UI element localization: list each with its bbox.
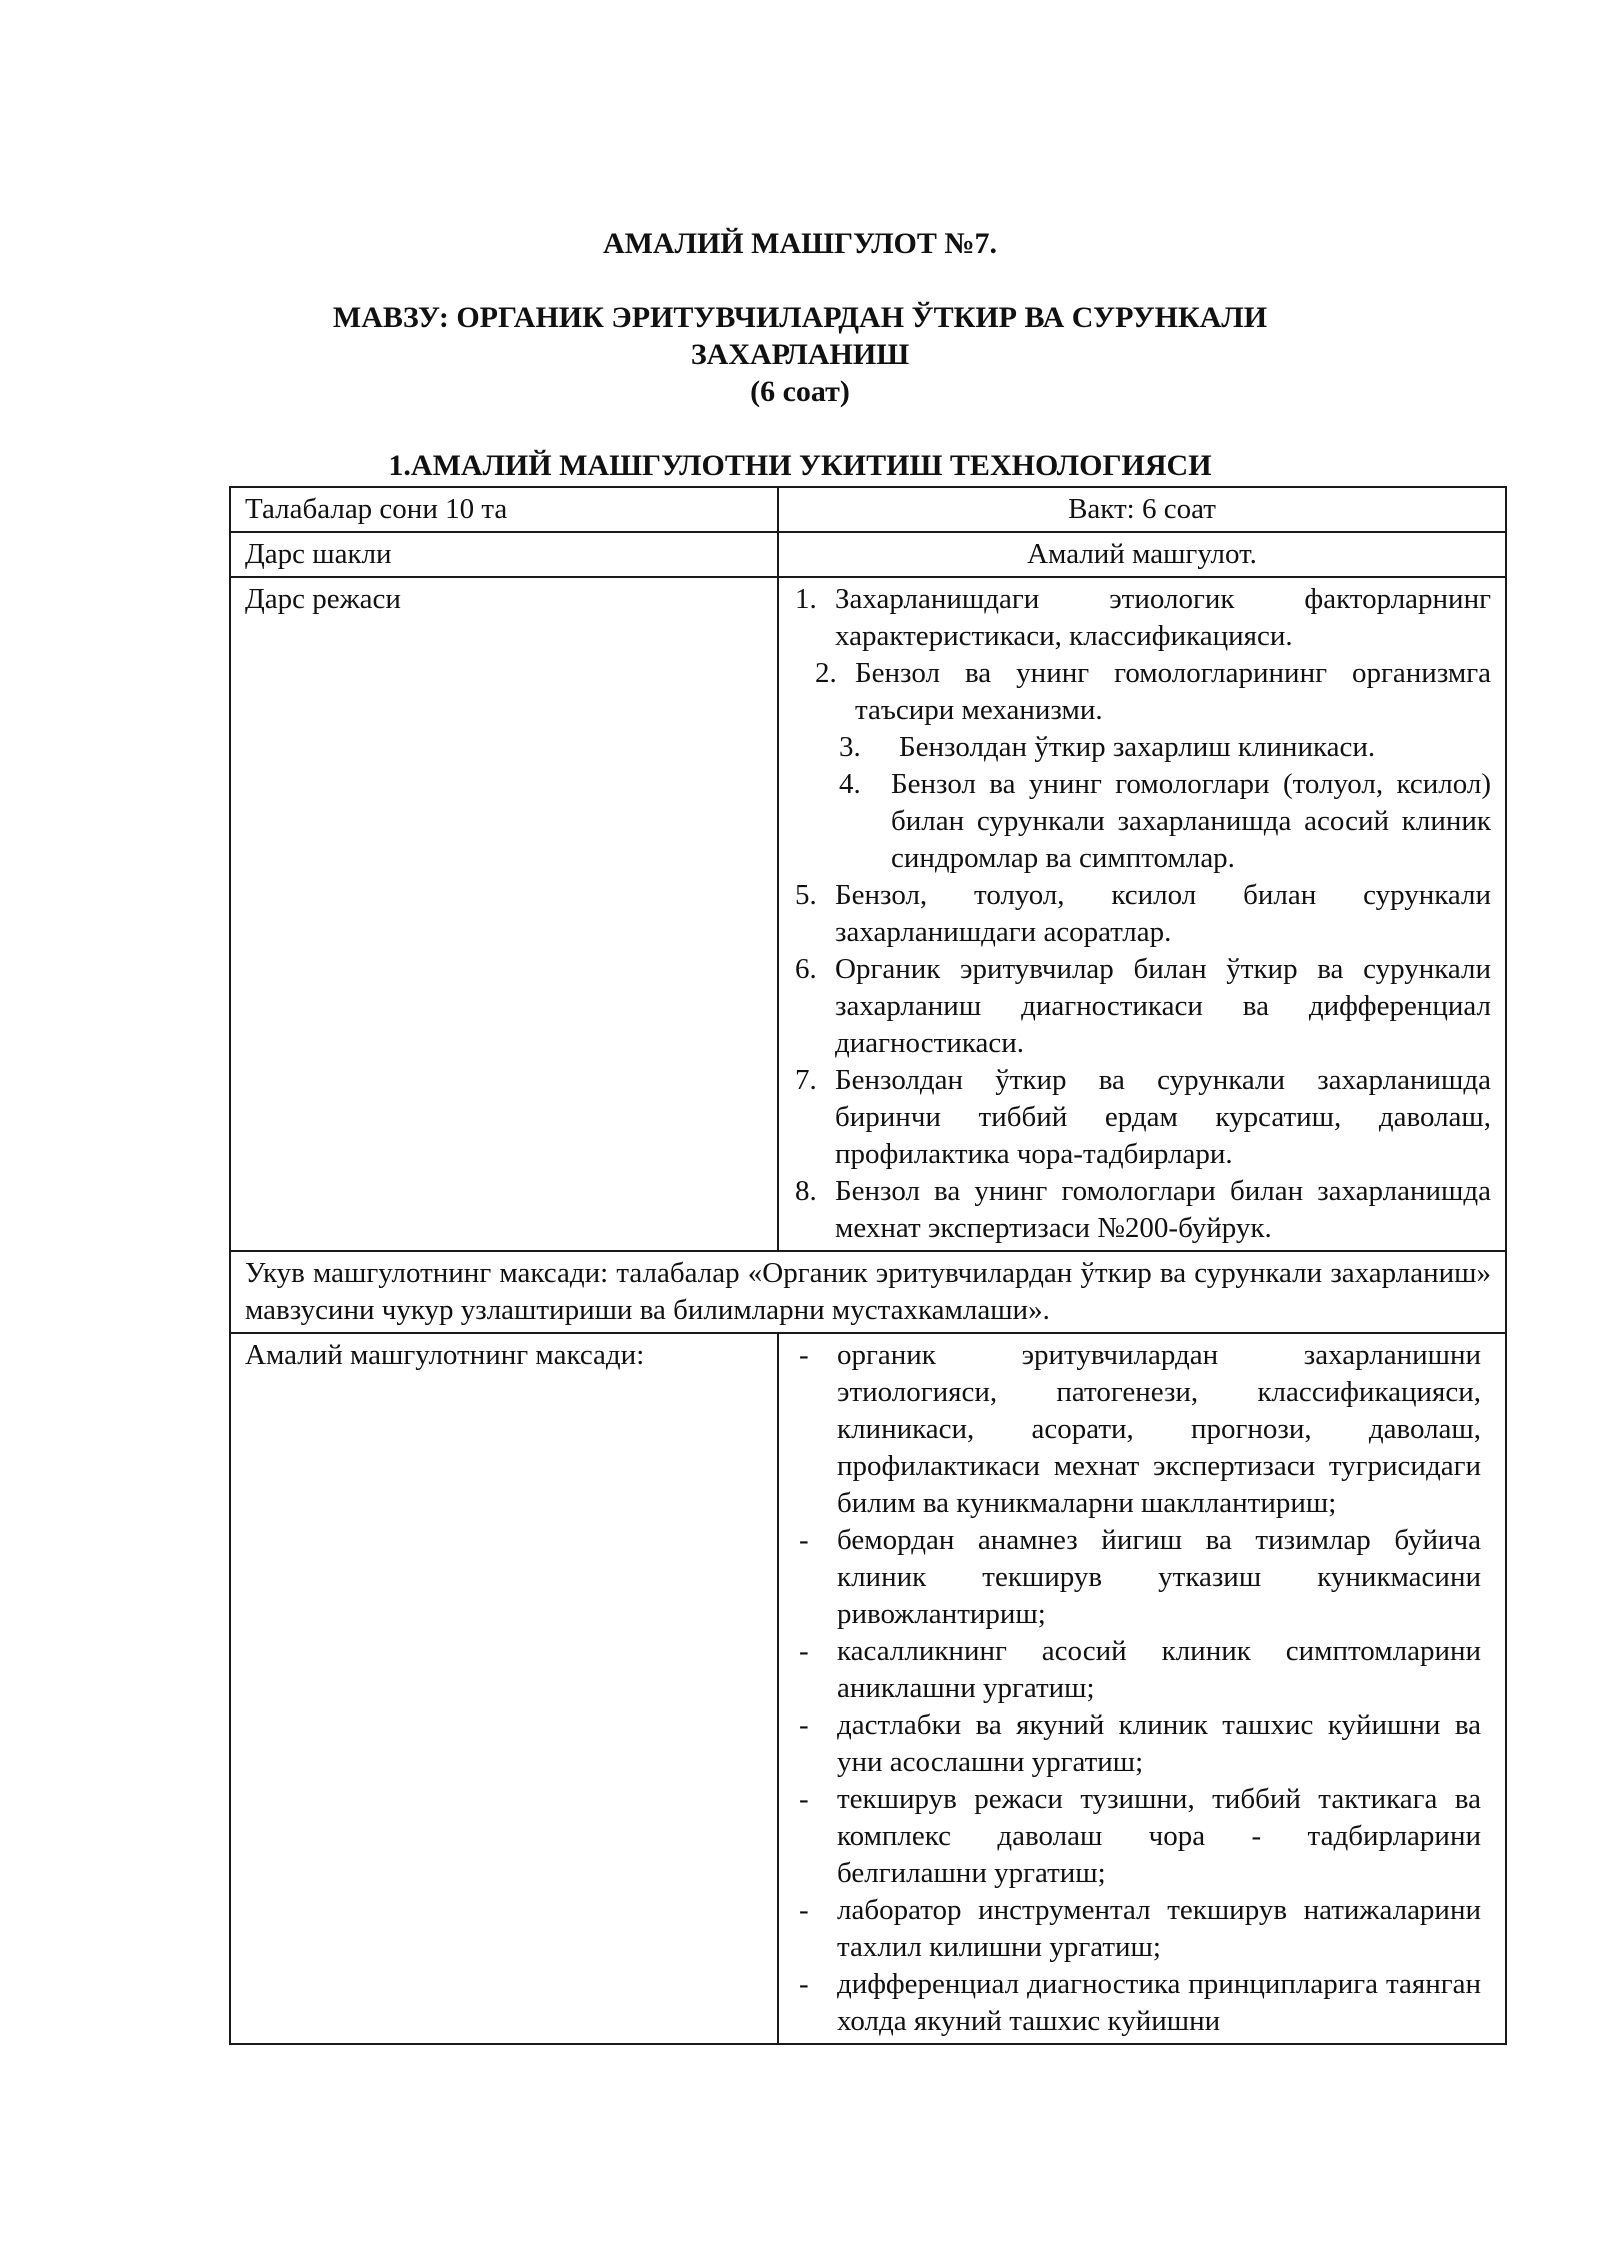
list-item-text: дифференциал диагностика принципларига таянган холда якуний ташхис куйишни: [837, 1968, 1481, 2037]
list-number: 3.: [839, 731, 861, 763]
list-item: [793, 1966, 1491, 2040]
list-number: 6.: [795, 953, 817, 985]
list-item: [793, 581, 1491, 655]
list-number: 5.: [795, 879, 817, 911]
topic-title-line2: ЗАХАРЛАНИШ: [690, 338, 910, 371]
goals-list: [793, 1337, 1491, 2040]
list-number: 7.: [795, 1064, 817, 1096]
time-cell: Вакт: 6 соат: [778, 487, 1506, 532]
list-item: [793, 729, 1491, 766]
list-item: [793, 1173, 1491, 1247]
list-item-text: Захарланишдаги этиологик факторларнинг характеристикаси, классификацияси.: [835, 583, 1491, 652]
list-item-text: Бензол ва унинг гомологларининг организмга таъсири механизми.: [855, 657, 1491, 726]
list-item-text: органик эритувчилардан захарланишни этиологияси, патогенези, классификацияси, клиникаси, асорати, прогнози, даволаш, профилактикаси мехнат экспертизаси тугрисидаги билим ва куникмаларни шакллантириш;: [837, 1339, 1481, 1519]
list-dash: -: [799, 1968, 809, 2000]
practical-goal-label: Амалий машгулотнинг максади:: [230, 1333, 778, 2044]
lesson-plan-cell: [778, 577, 1506, 1251]
table-row: [230, 1251, 1506, 1333]
list-number: 2.: [815, 657, 837, 689]
list-item: [793, 1892, 1491, 1966]
list-dash: -: [799, 1635, 809, 1667]
table-row: [230, 577, 1506, 1251]
list-item-text: дастлабки ва якуний клиник ташхис куйишни ва уни асослашни ургатиш;: [837, 1709, 1481, 1778]
list-item: [793, 1633, 1491, 1707]
list-dash: -: [799, 1339, 809, 1371]
table-row: [230, 1333, 1506, 2044]
section-title: 1.АМАЛИЙ МАШГУЛОТНИ УКИТИШ ТЕХНОЛОГИЯСИ: [388, 449, 1212, 482]
list-item-text: Бензол ва унинг гомологлари билан захарланишда мехнат экспертизаси №200-буйрук.: [835, 1175, 1491, 1244]
list-item: [793, 877, 1491, 951]
topic-title-line1: МАВЗУ: ОРГАНИК ЭРИТУВЧИЛАРДАН ЎТКИР ВА СУРУНКАЛИ: [332, 301, 1268, 334]
list-item: [793, 1707, 1491, 1781]
list-number: 4.: [839, 768, 861, 800]
practical-goal-cell: [778, 1333, 1506, 2044]
list-item: [793, 1337, 1491, 1522]
list-dash: -: [799, 1524, 809, 1556]
lesson-table: [229, 486, 1507, 2045]
table-row: [230, 532, 1506, 577]
list-item-text: Органик эритувчилар билан ўткир ва сурункали захарланиш диагностикаси ва дифференциал диагностикаси.: [835, 953, 1491, 1059]
list-item: [793, 1781, 1491, 1892]
list-item-text: касалликнинг асосий клиник симптомларини аниклашни ургатиш;: [837, 1635, 1481, 1704]
list-item: [793, 766, 1491, 877]
list-number: 1.: [795, 583, 817, 615]
list-item-text: текширув режаси тузишни, тиббий тактикага ва комплекс даволаш чора - тадбирларини белгилашни ургатиш;: [837, 1783, 1481, 1889]
lesson-plan-label: Дарс режаси: [230, 577, 778, 1251]
lesson-form-value: Амалий машгулот.: [778, 532, 1506, 577]
list-dash: -: [799, 1894, 809, 1926]
list-item-text: Бензолдан ўткир захарлиш клиникаси.: [899, 731, 1376, 763]
list-item-text: бемордан анамнез йигиш ва тизимлар буйича клиник текширув утказиш куникмасини ривожлантириш;: [837, 1524, 1481, 1630]
list-item-text: лаборатор инструментал текширув натижаларини тахлил килишни ургатиш;: [837, 1894, 1481, 1963]
list-item: [793, 1522, 1491, 1633]
lesson-plan-list: [793, 581, 1491, 1247]
table-row: [230, 487, 1506, 532]
list-item: [793, 655, 1491, 729]
list-item-text: Бензол, толуол, ксилол билан сурункали захарланишдаги асоратлар.: [835, 879, 1491, 948]
list-item: [793, 951, 1491, 1062]
list-item-text: Бензол ва унинг гомологлари (толуол, ксилол) билан сурункали захарланишда асосий клиник синдромлар ва симптомлар.: [891, 768, 1491, 874]
students-count-cell: Талабалар сони 10 та: [230, 487, 778, 532]
list-item-text: Бензолдан ўткир ва сурункали захарланишда биринчи тиббий ердам курсатиш, даволаш, профилактика чора-тадбирлари.: [835, 1064, 1491, 1170]
lesson-title: АМАЛИЙ МАШГУЛОТ №7.: [602, 227, 998, 260]
list-dash: -: [799, 1783, 809, 1815]
list-item: [793, 1062, 1491, 1173]
lesson-form-label: Дарс шакли: [230, 532, 778, 577]
list-dash: -: [799, 1709, 809, 1741]
list-number: 8.: [795, 1175, 817, 1207]
hours-label: (6 соат): [750, 375, 850, 408]
learning-goal-cell: Укув машгулотнинг максади: талабалар «Органик эритувчилардан ўткир ва сурункали захарланиш» мавзусини чукур узлаштириши ва билимларни мустахкамлаши».: [230, 1251, 1506, 1333]
